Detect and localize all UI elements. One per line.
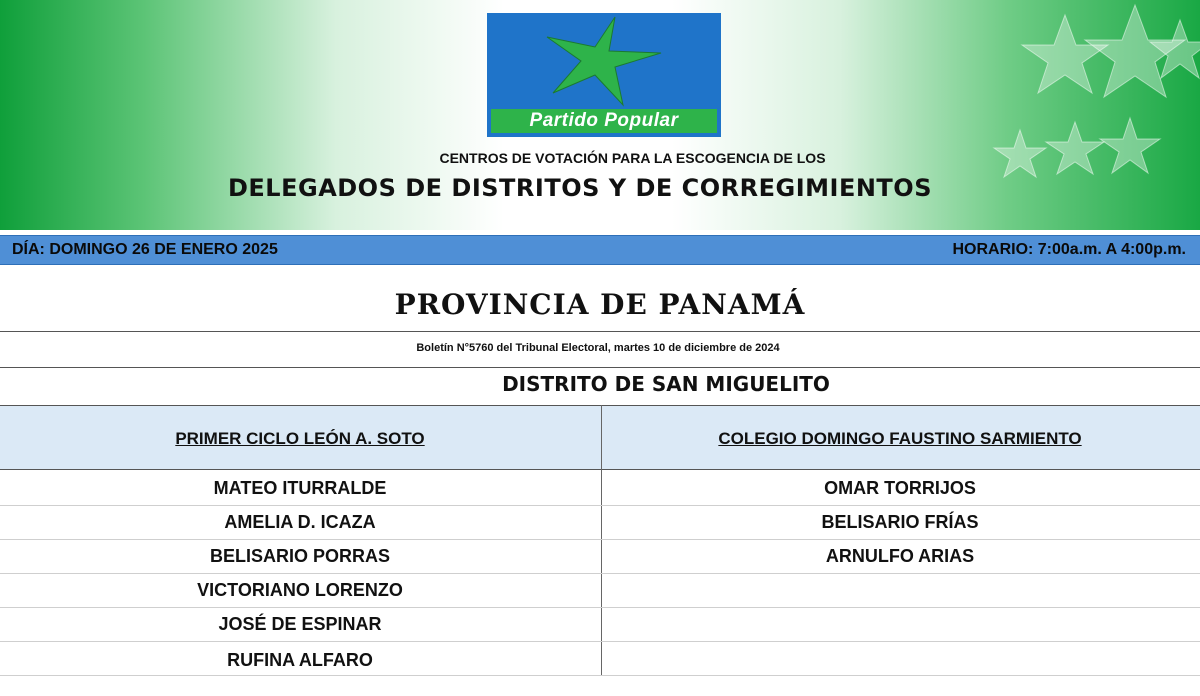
row-divider (0, 641, 1200, 642)
header-banner (0, 0, 1200, 230)
province-title: PROVINCIA DE PANAMÁ (394, 288, 806, 321)
subtitle: CENTROS DE VOTACIÓN PARA LA ESCOGENCIA DE LOS (439, 150, 826, 166)
divider (0, 331, 1200, 332)
district-title: DISTRITO DE SAN MIGUELITO (502, 372, 830, 396)
delegate-name: VICTORIANO LORENZO (197, 580, 403, 600)
page-title: DELEGADOS DE DISTRITOS Y DE CORREGIMIENTOS (227, 174, 932, 202)
election-day: DÍA: DOMINGO 26 DE ENERO 2025 (12, 241, 278, 258)
column-divider (601, 405, 602, 675)
delegate-name: BELISARIO PORRAS (209, 546, 391, 566)
delegate-name: MATEO ITURRALDE (213, 478, 387, 498)
row-divider (0, 573, 1200, 574)
star-icon (543, 15, 665, 107)
party-logo (487, 13, 721, 137)
row-divider (0, 675, 1200, 676)
column-header-center-1: PRIMER CICLO LEÓN A. SOTO (175, 429, 425, 448)
date-bar (0, 235, 1200, 265)
delegate-name: JOSÉ DE ESPINAR (218, 614, 382, 634)
delegate-name: ARNULFO ARIAS (825, 546, 975, 566)
table-header-row (0, 405, 1200, 470)
row-divider (0, 607, 1200, 608)
delegate-name: AMELIA D. ICAZA (224, 512, 376, 532)
column-header-center-2: COLEGIO DOMINGO FAUSTINO SARMIENTO (718, 429, 1082, 448)
divider (0, 367, 1200, 368)
delegate-name: BELISARIO FRÍAS (821, 512, 979, 532)
row-divider (0, 505, 1200, 506)
delegate-name: RUFINA ALFARO (227, 650, 373, 670)
bulletin-reference: Boletín N°5760 del Tribunal Electoral, martes 10 de diciembre de 2024 (416, 342, 780, 354)
delegate-name: OMAR TORRIJOS (824, 478, 976, 498)
row-divider (0, 539, 1200, 540)
voting-hours: HORARIO: 7:00a.m. A 4:00p.m. (952, 241, 1186, 258)
logo-text: Partido Popular (491, 109, 717, 133)
